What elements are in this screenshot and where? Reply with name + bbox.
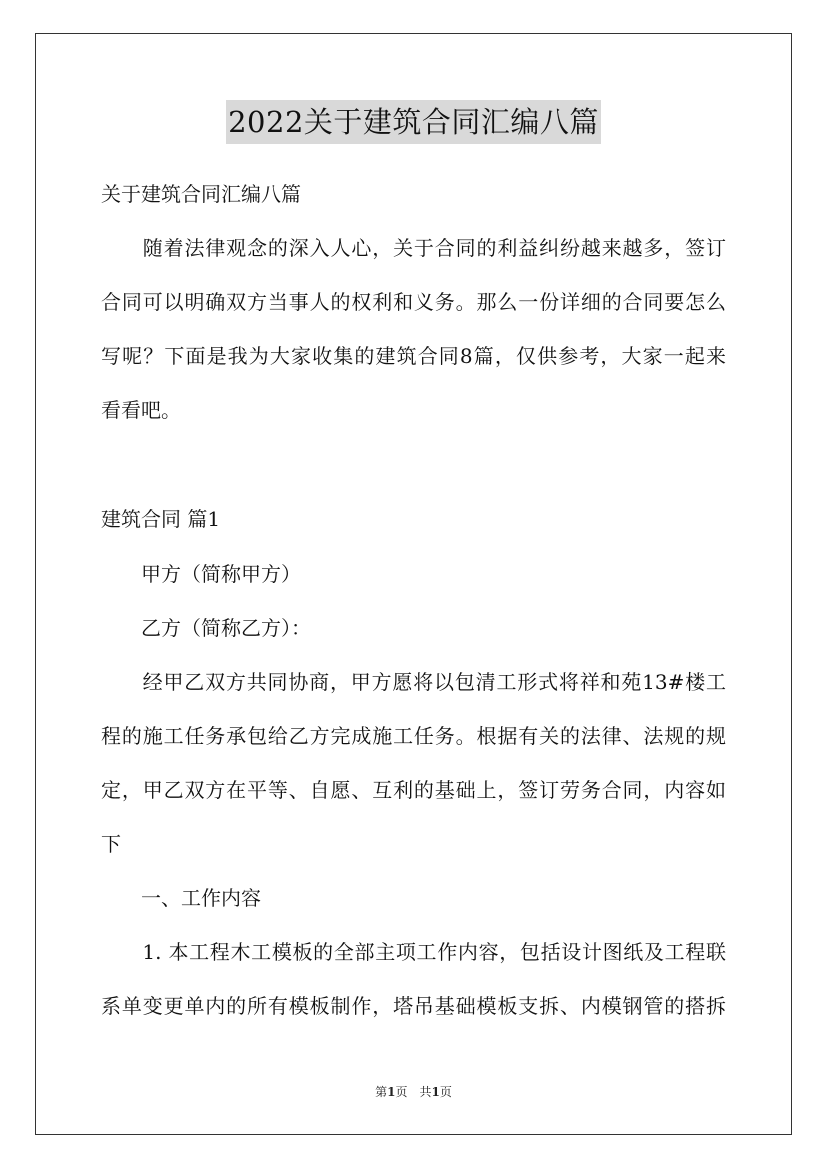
document-title: 2022关于建筑合同汇编八篇 (226, 100, 601, 144)
body-line-4: 下 (101, 832, 121, 856)
footer-page-prefix: 第 (375, 1085, 388, 1099)
footer-page-total: 1 (431, 1085, 440, 1099)
body-line-3: 定，甲乙双方在平等、自愿、互利的基础上，签订劳务合同，内容如 (101, 778, 726, 802)
clause-1-line-2: 系单变更单内的所有模板制作，塔吊基础模板支拆、内模钢管的搭拆 (101, 994, 726, 1018)
document-subtitle: 关于建筑合同汇编八篇 (101, 182, 301, 206)
page-footer (0, 1084, 827, 1100)
party-b-line: 乙方（简称乙方）： (101, 616, 311, 640)
clause-1-line-1: 1. 本工程木工模板的全部主项工作内容，包括设计图纸及工程联 (101, 940, 726, 964)
clause-heading: 一、工作内容 (101, 886, 261, 910)
footer-page-current: 1 (387, 1085, 396, 1099)
intro-line-1: 随着法律观念的深入人心，关于合同的利益纠纷越来越多，签订 (101, 236, 726, 260)
footer-page-suffix: 页 (439, 1085, 452, 1099)
title-container (0, 100, 827, 144)
party-a-line: 甲方（简称甲方） (101, 562, 301, 586)
intro-line-3: 写呢？下面是我为大家收集的建筑合同8篇，仅供参考，大家一起来 (101, 344, 726, 368)
body-line-1: 经甲乙双方共同协商，甲方愿将以包清工形式将祥和苑13#楼工 (101, 670, 726, 694)
intro-line-4: 看看吧。 (101, 398, 181, 422)
intro-line-2: 合同可以明确双方当事人的权利和义务。那么一份详细的合同要怎么 (101, 290, 726, 314)
section-heading: 建筑合同 篇1 (101, 507, 221, 531)
body-line-2: 程的施工任务承包给乙方完成施工任务。根据有关的法律、法规的规 (101, 724, 726, 748)
footer-page-mid: 页 共 (395, 1085, 432, 1099)
